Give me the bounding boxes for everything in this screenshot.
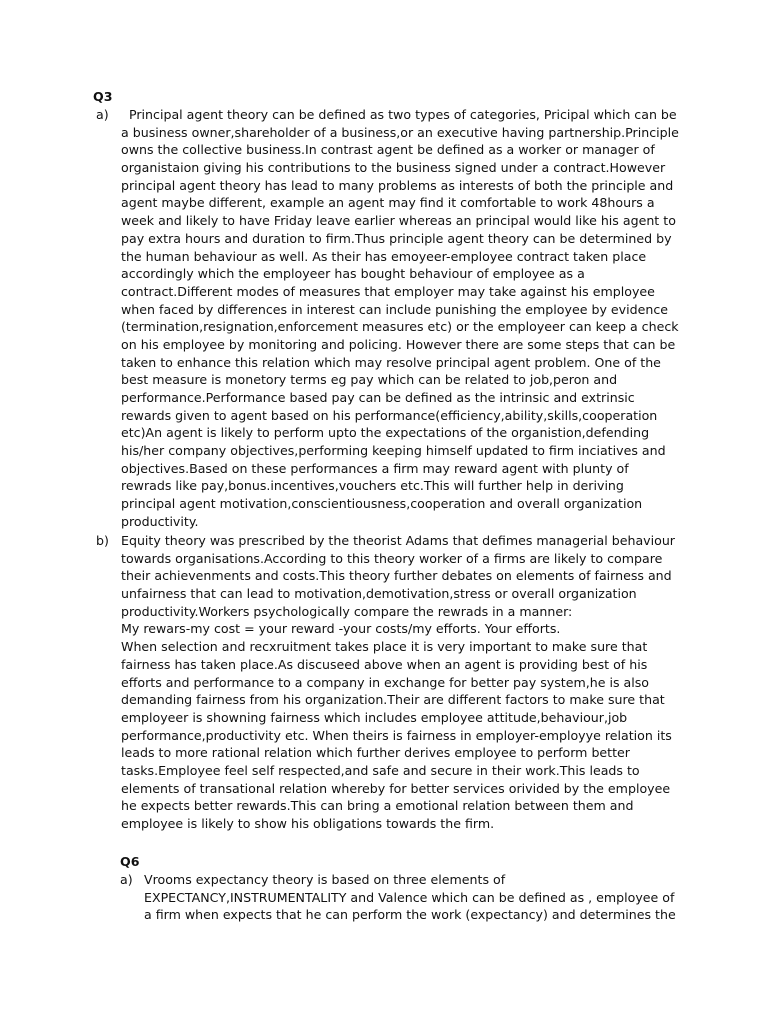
text-line: pay extra hours and duration to firm.Thus principle agent theory can be determined by <box>121 230 672 246</box>
text-line: a business owner,shareholder of a business,or an executive having partnership.Principle <box>121 124 679 140</box>
text-line: etc)An agent is likely to perform upto the expectations of the organistion,defending <box>121 425 650 441</box>
text-line: (termination,resignation,enforcement measures etc) or the employeer can keep a check <box>121 319 679 335</box>
text-line: employee is likely to show his obligations towards the firm. <box>121 816 495 831</box>
text-line: When selection and recxruitment takes place it is very important to make sure that <box>121 639 648 655</box>
list-marker: b) <box>96 533 109 548</box>
text-line: their achievenments and costs.This theory further debates on elements of fairness and <box>121 568 672 584</box>
text-line: he expects better rewards.This can bring a emotional relation between them and <box>121 798 634 814</box>
text-line: Vrooms expectancy theory is based on three elements of <box>144 872 506 887</box>
text-line: accordingly which the employeer has bought behaviour of employee as a <box>121 266 585 282</box>
text-line: performance,productivity etc. When theirs is fairness in employer-employye relation its <box>121 727 672 743</box>
paragraph-q6-a <box>144 871 676 924</box>
text-line: the human behaviour as well. As their has emoyeer-employee contract taken place <box>121 248 647 264</box>
text-line: My rewars-my cost = your reward -your costs/my efforts. Your efforts. <box>121 621 561 637</box>
text-line: fairness has taken place.As discuseed above when an agent is providing best of his <box>121 656 648 672</box>
text-line: objectives.Based on these performances a firm may reward agent with plunty of <box>121 460 629 476</box>
text-line: owns the collective business.In contrast agent be defined as a worker or manager of <box>121 142 655 158</box>
text-line: performance.Performance based pay can be defined as the intrinsic and extrinsic <box>121 390 635 405</box>
text-line: on his employee by monitoring and policing. However there are some steps that can be <box>121 336 676 352</box>
text-line: unfairness that can lead to motivation,demotivation,stress or overall organization <box>121 586 637 602</box>
list-marker: a) <box>96 107 109 122</box>
section-heading-q6: Q6 <box>120 854 140 869</box>
section-heading-q3: Q3 <box>93 89 113 104</box>
list-marker: a) <box>120 872 133 887</box>
text-line: taken to enhance this relation which may resolve principal agent problem. One of the <box>121 354 661 370</box>
text-line: when faced by differences in interest can include punishing the employee by evidence <box>121 301 668 317</box>
text-line: Principal agent theory can be defined as two types of categories, Pricipal which can be <box>121 107 677 122</box>
text-line: his/her company objectives,performing keeping himself updated to firm inciatives and <box>121 443 666 459</box>
text-line: principal agent motivation,conscientiousness,cooperation and overall organization <box>121 496 643 512</box>
text-line: productivity. <box>121 513 199 529</box>
text-line: organistaion giving his contributions to the business signed under a contract.However <box>121 160 666 176</box>
text-line: week and likely to have Friday leave earlier whereas an principal would like his agent to <box>121 213 676 229</box>
text-line: rewrads like pay,bonus.incentives,vouchers etc.This will further help in deriving <box>121 478 624 494</box>
text-line: towards organisations.According to this theory worker of a firms are likely to compare <box>121 550 663 566</box>
text-line: contract.Different modes of measures that employer may take against his employee <box>121 283 655 299</box>
text-line: efforts and performance to a company in exchange for better pay system,he is also <box>121 674 650 690</box>
text-line: elements of transational relation whereby for better services orivided by the employee <box>121 780 671 796</box>
text-line: tasks.Employee feel self respected,and safe and secure in their work.This leads to <box>121 762 640 778</box>
paragraph-q3-b <box>121 532 675 833</box>
text-line: leads to more rational relation which further derives employee to perform better <box>121 745 630 761</box>
paragraph-q3-a <box>121 106 679 531</box>
text-line: rewards given to agent based on his performance(efficiency,ability,skills,cooperation <box>121 407 658 423</box>
text-line: principal agent theory has lead to many problems as interests of both the principle and <box>121 177 674 193</box>
text-line: Equity theory was prescribed by the theorist Adams that defimes managerial behaviour <box>121 533 675 548</box>
text-line: employeer is showning fairness which includes employee attitude,behaviour,job <box>121 709 628 725</box>
text-line: demanding fairness from his organization.Their are different factors to make sure that <box>121 692 665 708</box>
text-line: a firm when expects that he can perform the work (expectancy) and determines the <box>144 907 676 923</box>
text-line: best measure is monetory terms eg pay which can be related to job,peron and <box>121 372 618 388</box>
text-line: EXPECTANCY,INSTRUMENTALITY and Valence which can be defined as , employee of <box>144 889 675 905</box>
text-line: agent maybe different, example an agent may find it comfortable to work 48hours a <box>121 195 655 211</box>
text-line: productivity.Workers psychologically compare the rewrads in a manner: <box>121 603 573 619</box>
